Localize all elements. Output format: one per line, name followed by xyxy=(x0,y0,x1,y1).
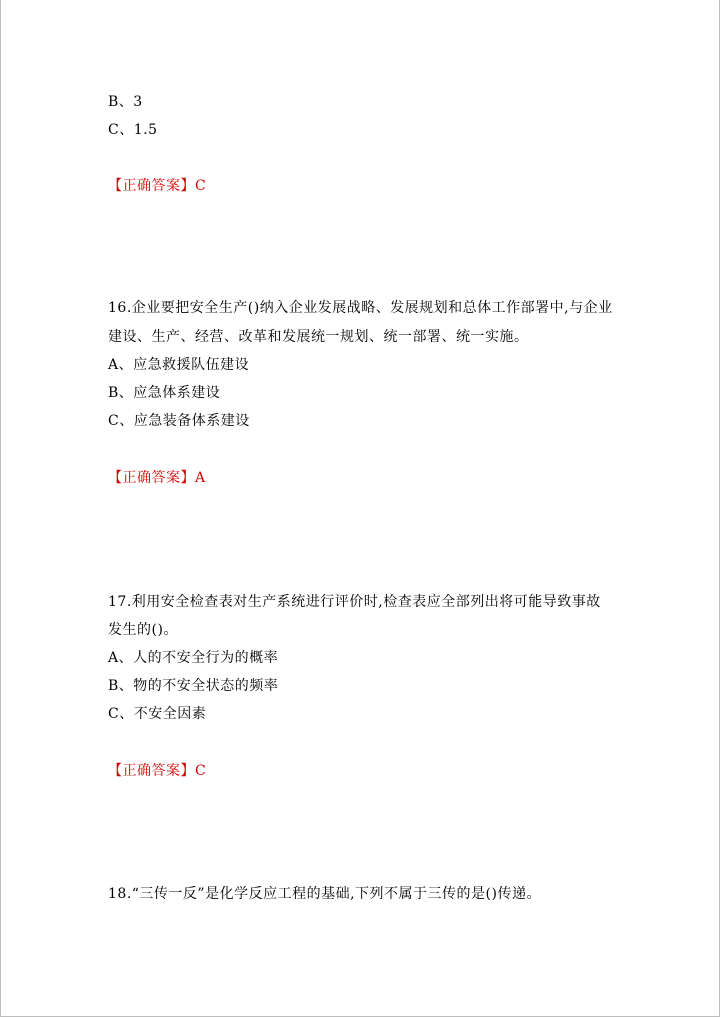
answer-label: 【正确答案】 xyxy=(108,470,195,486)
q16-answer xyxy=(108,468,206,488)
q16-option-b: B、应急体系建设 xyxy=(108,385,221,401)
q17-option-c: C、不安全因素 xyxy=(108,706,207,722)
q16-option-c: C、应急装备体系建设 xyxy=(108,413,250,429)
answer-value: A xyxy=(195,470,206,486)
answer-value: C xyxy=(195,178,207,194)
q17-answer xyxy=(108,761,206,781)
q17-stem-line2: 发生的()。 xyxy=(108,622,178,638)
q18-stem-line1: 18.“三传一反”是化学反应工程的基础,下列不属于三传的是()传递。 xyxy=(108,886,541,902)
q16-option-a: A、应急救援队伍建设 xyxy=(108,357,250,373)
answer-label: 【正确答案】 xyxy=(108,178,195,194)
q15-answer xyxy=(108,176,206,196)
q16-stem-line2: 建设、生产、经营、改革和发展统一规划、统一部署、统一实施。 xyxy=(108,329,529,345)
q17-option-a: A、人的不安全行为的概率 xyxy=(108,650,279,666)
q17-option-b: B、物的不安全状态的频率 xyxy=(108,678,279,694)
q15-option-c: C、1.5 xyxy=(108,122,158,138)
answer-value: C xyxy=(195,763,207,779)
q16-stem-line1: 16.企业要把安全生产()纳入企业发展战略、发展规划和总体工作部署中,与企业 xyxy=(108,300,613,316)
q15-option-b: B、3 xyxy=(108,94,143,110)
answer-label: 【正确答案】 xyxy=(108,763,195,779)
q17-stem-line1: 17.利用安全检查表对生产系统进行评价时,检查表应全部列出将可能导致事故 xyxy=(108,594,601,610)
